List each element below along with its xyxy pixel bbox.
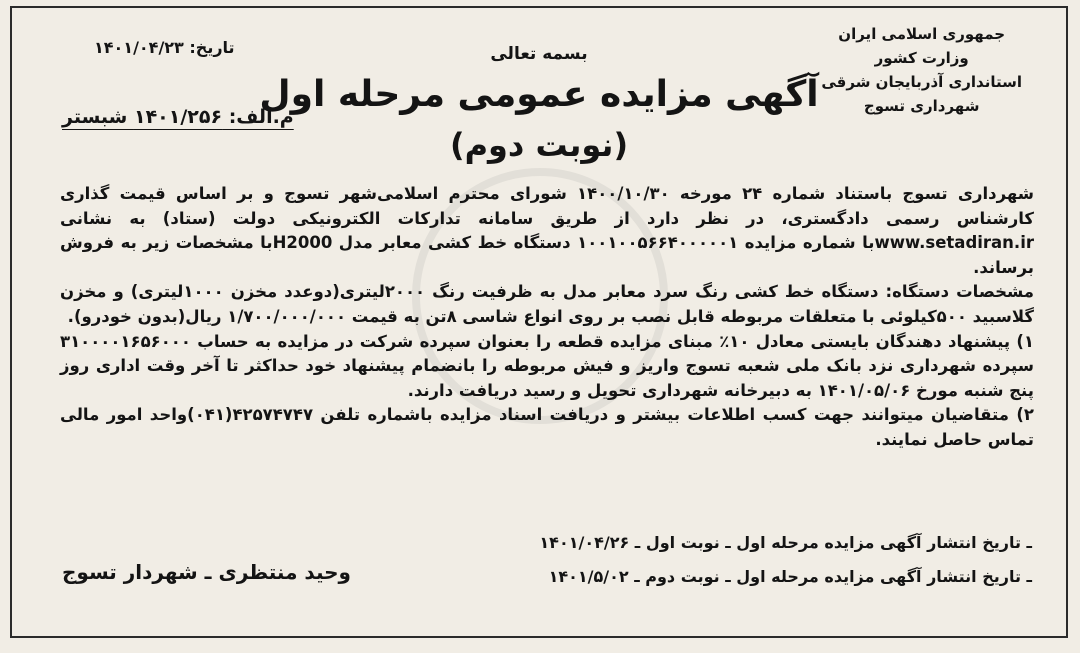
paragraph-intro [60,182,1034,280]
bismillah-heading: بسمه تعالی [490,44,588,64]
reference-number: م.الف: ۱۴۰۱/۲۵۶ شبستر [62,106,294,128]
publication-second: ـ تاریخ انتشار آگهی مزایده مرحله اول ـ نوبت دوم ـ ۱۴۰۱/۵/۰۲ [548,567,1032,586]
announcement-date: تاریخ: ۱۴۰۱/۰۴/۲۳ [94,38,235,57]
issuer-line-municipality: شهرداری تسوج [863,97,980,115]
announcement-frame [10,6,1068,638]
device-model: H2000 [272,233,333,253]
issuer-line-province: استانداری آذربایجان شرقی [821,73,1022,91]
announcement-subtitle: (نوبت دوم) [449,126,629,164]
setad-website-link: www.setadiran.ir [874,233,1034,253]
announcement-title: آگهی مزایده عمومی مرحله اول [259,74,819,115]
announcement-body [60,182,1034,453]
mayor-signature: وحید منتظری ـ شهردار تسوج [62,560,351,584]
paragraph-contact: ۲) متقاضیان میتوانند جهت کسب اطلاعات بیشتر و دریافت اسناد مزایده باشماره تلفن ۴۲۵۷۴۷۴۷(۰۴۱)واحد امور مالی تماس حاصل نمایند. [60,405,1034,449]
intro-text-3: با مشخصات زیر به فروش برساند. [60,233,1034,277]
publication-first: ـ تاریخ انتشار آگهی مزایده مرحله اول ـ نوبت اول ـ ۱۴۰۱/۰۴/۲۶ [539,533,1032,552]
publication-dates [539,526,1032,594]
paragraph-specifications: مشخصات دستگاه: دستگاه خط کشی رنگ سرد معابر مدل به ظرفیت رنگ ۲۰۰۰لیتری(دوعدد مخزن ۱۰۰۰لیتری) و مخزن گلاسبید ۵۰۰کیلوئی با متعلقات مربوطه قابل نصب بر روی انواع شاسی ۸تن به قیمت ۱/۷۰۰/۰۰۰/۰۰۰ ریال(بدون خودرو). [60,282,1035,326]
intro-text-2: با شماره مزایده ۱۰۰۱۰۰۵۶۶۴۰۰۰۰۰۱ دستگاه خط کشی معابر مدل [332,233,875,253]
paragraph-deposit-terms: ۱) پیشنهاد دهندگان بایستی معادل ۱۰٪ مبنای مزایده قطعه را بعنوان سپرده شرکت در مزایده به حساب ۳۱۰۰۰۰۱۶۵۶۰۰۰ سپرده شهرداری نزد بانک ملی شعبه تسوج واریز و فیش مربوطه را بانضمام پیشنهاد خود حداکثر تا آخر وقت اداری روز پنج شنبه مورخ ۱۴۰۱/۰۵/۰۶ به دبیرخانه شهرداری تحویل و رسید دریافت دارند. [60,331,1034,400]
intro-text-1: شهرداری تسوج باستناد شماره ۲۴ مورخه ۱۴۰۰/۱۰/۳۰ شورای محترم اسلامی‌شهر تسوج و بر اساس قیمت گذاری کارشناس رسمی دادگستری، در نظر دارد از طریق سامانه تدارکات الکترونیکی دولت (ستاد) به نشانی [60,184,1034,228]
issuer-line-ministry: وزارت کشور [874,49,969,67]
issuer-line-republic: جمهوری اسلامی ایران [838,25,1006,43]
